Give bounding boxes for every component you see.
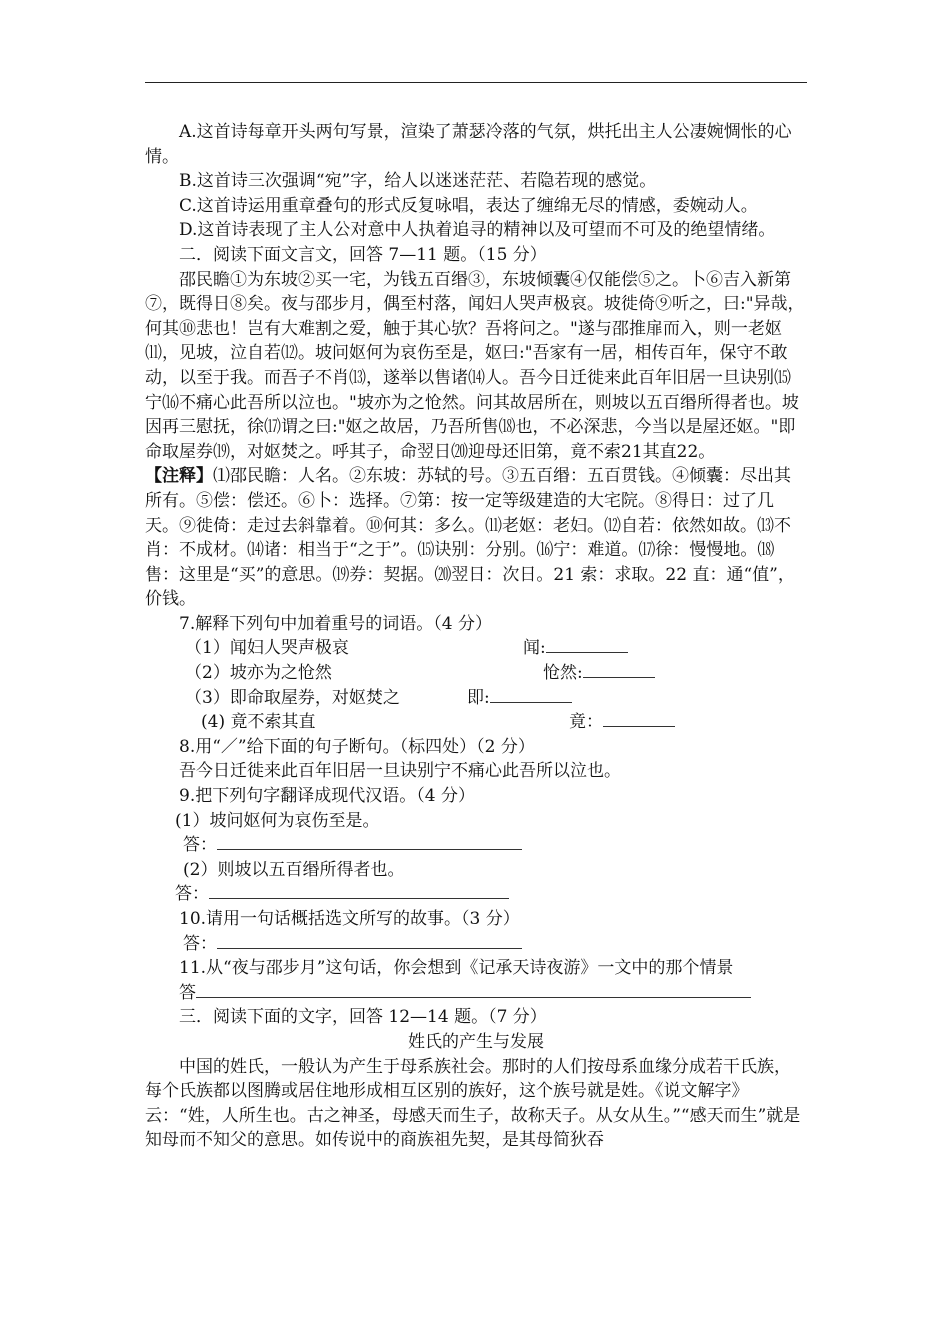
q7-stem: 7.解释下列句中加着重号的词语。（4 分）: [179, 613, 492, 634]
q10-answer-label: 答：: [183, 933, 217, 954]
q9-answer-2-label: 答：: [175, 884, 209, 905]
q7-item-3-label: 即:: [467, 687, 490, 708]
q7-item-4-sentence: (4) 竟不索其直: [201, 712, 316, 733]
q9-item-2: (2）则坡以五百缗所得者也。: [183, 859, 405, 880]
classical-passage: 邵民瞻①为东坡②买一宅，为钱五百缗③，东坡倾囊④仅能偿⑤之。卜⑥吉入新第⑦，既得日⑧矣。夜与邵步月，偶至村落，闻妇人哭声极哀。坡徙倚⑨听之，曰:"异哉，何其⑩悲也！岂有大难割之爱，触于其心欤？吾将问之。"遂与邵推扉而入，则一老妪⑾，见坡，泣自若⑿。坡问妪何为哀伤至是，妪曰:"吾家有一居，相传百年，保守不敢动，以至于我。而吾子不肖⒀，遂举以售诸⒁人。吾今日迁徙来此百年旧居一旦诀别⒂宁⒃不痛心此吾所以泣也。"坡亦为之怆然。问其故居所在，则坡以五百缗所得者也。坡因再三慰抚，徐⒄谓之曰:"妪之故居，乃吾所售⒅也，不必深悲，今当以是屋还妪。"即命取屋券⒆，对妪焚之。呼其子，命翌日⒇迎母还旧第，竟不索21其直22。: [145, 269, 805, 462]
q10-answer-line[interactable]: [217, 932, 522, 949]
option-d: D.这首诗表现了主人公对意中人执着追寻的精神以及可望而不可及的绝望情绪。: [179, 220, 776, 241]
annotation-label: 【注释】: [145, 466, 213, 487]
q9-answer-1-line[interactable]: [217, 833, 522, 850]
q9-answer-2-line[interactable]: [209, 882, 509, 899]
q7-item-3: [145, 686, 807, 711]
q11-answer-line[interactable]: [196, 981, 751, 998]
q7-item-1-blank[interactable]: [546, 636, 628, 653]
document-body: [145, 120, 807, 1153]
q7-item-1: [145, 636, 807, 661]
q7-item-3-blank[interactable]: [490, 686, 572, 703]
q7-item-4-label: 竟：: [569, 712, 603, 733]
option-c: C.这首诗运用重章叠句的形式反复咏唱，表达了缠绵无尽的情感，委婉动人。: [179, 195, 758, 216]
section3-title: 姓氏的产生与发展: [408, 1031, 544, 1052]
q7-item-1-sentence: （1）闻妇人哭声极哀: [185, 638, 349, 659]
option-a: A.这首诗每章开头两句写景，渲染了萧瑟冷落的气氛，烘托出主人公凄婉惆怅的心情。: [145, 122, 792, 167]
q11-stem: 11.从“夜与邵步月”这句话，你会想到《记承天诗夜游》一文中的那个情景: [179, 958, 734, 979]
q7-item-2-label: 怆然:: [543, 663, 583, 684]
q7-item-2-sentence: （2）坡亦为之怆然: [185, 663, 332, 684]
option-b: B.这首诗三次强调“宛”字，给人以迷迷茫茫、若隐若现的感觉。: [179, 171, 657, 192]
q7-item-2: [145, 661, 807, 686]
q8-sentence: 吾今日迁徙来此百年旧居一旦诀别宁不痛心此吾所以泣也。: [179, 761, 621, 782]
q9-item-1: (1）坡问妪何为哀伤至是。: [175, 810, 380, 831]
section2-heading: 二．阅读下面文言文，回答 7—11 题。（15 分）: [179, 244, 547, 265]
header-rule: [145, 82, 807, 83]
q7-item-3-sentence: （3）即命取屋券，对妪焚之: [185, 687, 400, 708]
q7-item-4-blank[interactable]: [603, 710, 675, 727]
q7-item-2-blank[interactable]: [583, 661, 655, 678]
q9-stem: 9.把下列句字翻译成现代汉语。（4 分）: [179, 786, 475, 807]
q8-stem: 8.用“／”给下面的句子断句。（标四处）（2 分）: [179, 736, 535, 757]
q11-answer-label: 答: [179, 982, 196, 1003]
annotation: [145, 464, 807, 612]
annotation-text: ⑴邵民瞻：人名。②东坡：苏轼的号。③五百缗：五百贯钱。④倾囊：尽出其所有。⑤偿：偿还。⑥卜：选择。⑦第：按一定等级建造的大宅院。⑧得日：过了几天。⑨徙倚：走过去斜靠着。⑩何其：多么。⑾老妪：老妇。⑿自若：依然如故。⒀不肖：不成材。⒁诸：相当于“之于”。⒂诀别：分别。⒃宁：难道。⒄徐：慢慢地。⒅售：这里是“买”的意思。⒆券：契据。⒇翌日：次日。21 索：求取。22 直：通“值”，价钱。: [145, 466, 795, 610]
section3-heading: 三．阅读下面的文字，回答 12—14 题。（7 分）: [179, 1007, 547, 1028]
q9-answer-1-label: 答：: [183, 835, 217, 856]
q7-item-1-label: 闻:: [523, 638, 546, 659]
section3-passage: 中国的姓氏，一般认为产生于母系族社会。那时的人们按母系血缘分成若干氏族，每个氏族都以图腾或居住地形成相互区别的族好，这个族号就是姓。《说文解字》云：“姓，人所生也。古之神圣，母感天而生子，故称天子。从女从生。”“感天而生”就是知母而不知父的意思。如传说中的商族祖先契，是其母简狄吞: [145, 1056, 801, 1151]
q7-item-4: [145, 710, 807, 735]
q10-stem: 10.请用一句话概括选文所写的故事。（3 分）: [179, 909, 520, 929]
